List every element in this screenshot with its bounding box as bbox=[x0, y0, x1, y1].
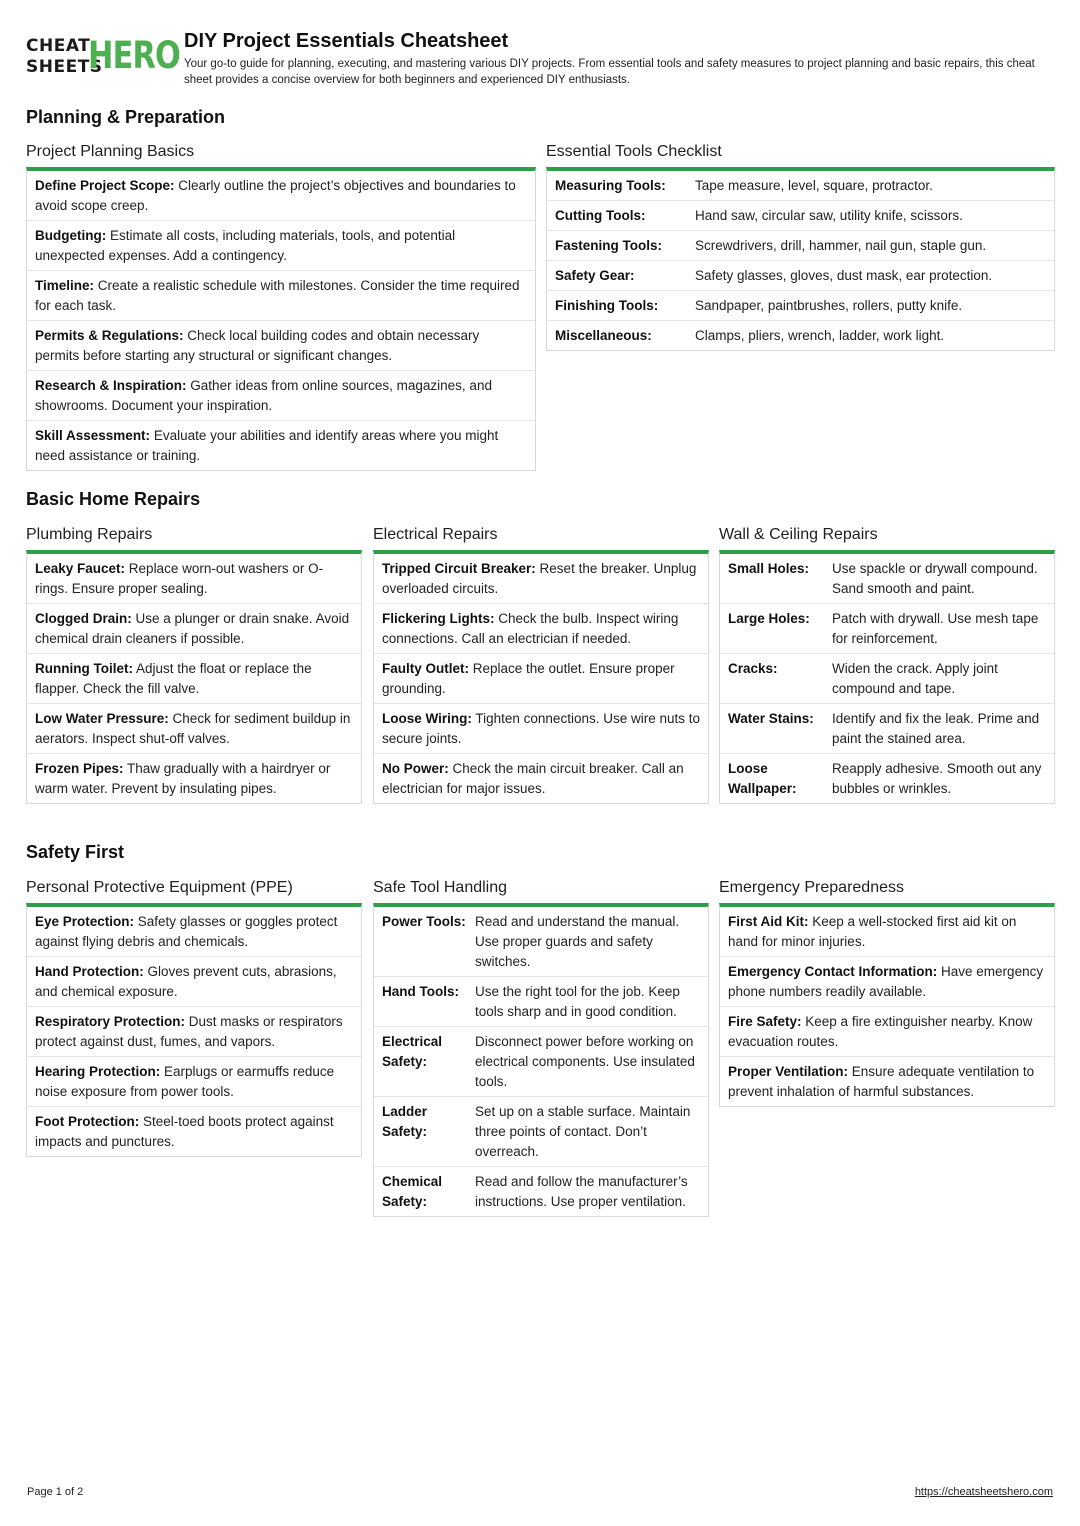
item-key: Tripped Circuit Breaker: bbox=[382, 561, 536, 576]
list-item bbox=[27, 271, 535, 321]
card-title: Plumbing Repairs bbox=[26, 526, 153, 543]
list-item bbox=[720, 1007, 1054, 1057]
card-electrical-repairs bbox=[373, 525, 709, 804]
item-value: Steel-toed boots protect against impacts and punctures. bbox=[35, 1114, 334, 1149]
item-value: Gather ideas from online sources, magazines, and showrooms. Document your inspiration. bbox=[35, 378, 492, 413]
item-key: Foot Protection: bbox=[35, 1114, 140, 1129]
item-value: Disconnect power before working on electrical components. Use insulated tools. bbox=[475, 1034, 695, 1089]
item-key: Finishing Tools: bbox=[555, 298, 659, 313]
list-item bbox=[27, 1107, 361, 1156]
item-key: Fire Safety: bbox=[728, 1014, 802, 1029]
item-value: Thaw gradually with a hairdryer or warm water. Prevent by insulating pipes. bbox=[35, 761, 331, 796]
item-value: Reapply adhesive. Smooth out any bubbles or wrinkles. bbox=[832, 761, 1042, 796]
list-item bbox=[27, 171, 535, 221]
item-value: Estimate all costs, including materials, tools, and potential unexpected expenses. Add a contingency. bbox=[35, 228, 456, 263]
list-item bbox=[27, 754, 361, 803]
list-item bbox=[27, 1057, 361, 1107]
section-title-planning: Planning & Preparation bbox=[26, 107, 226, 127]
card-title: Personal Protective Equipment (PPE) bbox=[26, 879, 293, 896]
list-item bbox=[374, 704, 708, 754]
item-value: Patch with drywall. Use mesh tape for reinforcement. bbox=[832, 611, 1039, 646]
card-title: Project Planning Basics bbox=[26, 143, 195, 160]
item-key: Cracks: bbox=[728, 661, 778, 676]
item-value: Use spackle or drywall compound. Sand smooth and paint. bbox=[832, 561, 1038, 596]
item-key: Hand Tools: bbox=[382, 984, 459, 999]
list-item bbox=[720, 704, 1054, 754]
item-key: Proper Ventilation: bbox=[728, 1064, 849, 1079]
footer-link[interactable]: https://cheatsheetshero.com bbox=[914, 1486, 1053, 1498]
list-item bbox=[547, 261, 1054, 291]
item-key: Hearing Protection: bbox=[35, 1064, 161, 1079]
card-ppe bbox=[26, 878, 362, 1157]
card-project-planning-basics bbox=[26, 142, 536, 471]
item-key: Large Holes: bbox=[728, 611, 810, 626]
item-value: Check the bulb. Inspect wiring connections. Call an electrician if needed. bbox=[382, 611, 679, 646]
item-key: Permits & Regulations: bbox=[35, 328, 184, 343]
list-item bbox=[720, 1057, 1054, 1106]
card-title: Electrical Repairs bbox=[373, 526, 498, 543]
item-value: Dust masks or respirators protect against dust, fumes, and vapors. bbox=[35, 1014, 343, 1049]
item-value: Clearly outline the project’s objectives and boundaries to avoid scope creep. bbox=[35, 178, 516, 213]
section-title-repairs: Basic Home Repairs bbox=[26, 489, 201, 509]
item-key: Low Water Pressure: bbox=[35, 711, 169, 726]
list-item bbox=[27, 907, 361, 957]
page-header bbox=[26, 30, 1056, 90]
list-item bbox=[720, 654, 1054, 704]
item-key: Chemical Safety: bbox=[382, 1174, 443, 1209]
list-item bbox=[27, 654, 361, 704]
list-item bbox=[27, 221, 535, 271]
item-value: Screwdrivers, drill, hammer, nail gun, staple gun. bbox=[695, 238, 987, 253]
section-title-safety: Safety First bbox=[26, 842, 125, 862]
item-value: Use the right tool for the job. Keep tools sharp and in good condition. bbox=[475, 984, 680, 1019]
list-item bbox=[547, 321, 1054, 350]
page-subtitle: Your go-to guide for planning, executing, and mastering various DIY projects. From essential tools and safety measures to project planning and basic repairs, this cheat sheet provides a concise overview for both beginners and experienced DIY enthusiasts. bbox=[184, 58, 1035, 86]
item-value: Hand saw, circular saw, utility knife, scissors. bbox=[695, 208, 963, 223]
item-key: Safety Gear: bbox=[555, 268, 635, 283]
item-key: Leaky Faucet: bbox=[35, 561, 126, 576]
item-value: Safety glasses, gloves, dust mask, ear protection. bbox=[695, 268, 993, 283]
list-item bbox=[720, 604, 1054, 654]
card-safe-tool-handling bbox=[373, 878, 709, 1217]
item-value: Have emergency phone numbers readily available. bbox=[728, 964, 1044, 999]
item-value: Use a plunger or drain snake. Avoid chemical drain cleaners if possible. bbox=[35, 611, 350, 646]
list-item bbox=[374, 1167, 708, 1216]
card-title: Essential Tools Checklist bbox=[546, 143, 722, 160]
list-item bbox=[27, 421, 535, 470]
item-value: Keep a fire extinguisher nearby. Know evacuation routes. bbox=[728, 1014, 1033, 1049]
card-wall-ceiling-repairs bbox=[719, 525, 1055, 804]
list-item bbox=[374, 654, 708, 704]
card-title: Safe Tool Handling bbox=[373, 879, 508, 896]
item-key: Define Project Scope: bbox=[35, 178, 175, 193]
item-key: Emergency Contact Information: bbox=[728, 964, 938, 979]
logo-sheets: SHEETS bbox=[26, 57, 103, 77]
list-item bbox=[720, 907, 1054, 957]
item-key: Budgeting: bbox=[35, 228, 107, 243]
list-item bbox=[27, 371, 535, 421]
item-value: Widen the crack. Apply joint compound and tape. bbox=[832, 661, 998, 696]
item-key: Electrical Safety: bbox=[382, 1034, 443, 1069]
item-key: First Aid Kit: bbox=[728, 914, 809, 929]
card-title: Wall & Ceiling Repairs bbox=[719, 526, 878, 543]
item-value: Tape measure, level, square, protractor. bbox=[695, 178, 933, 193]
item-key: Flickering Lights: bbox=[382, 611, 495, 626]
item-key: Research & Inspiration: bbox=[35, 378, 187, 393]
item-value: Clamps, pliers, wrench, ladder, work light. bbox=[695, 328, 945, 343]
item-value: Adjust the float or replace the flapper. Check the fill valve. bbox=[35, 661, 312, 696]
item-value: Check for sediment buildup in aerators. Inspect shut-off valves. bbox=[35, 711, 351, 746]
list-item bbox=[547, 291, 1054, 321]
item-value: Check local building codes and obtain necessary permits before starting any structural or significant changes. bbox=[35, 328, 480, 363]
item-key: Water Stains: bbox=[728, 711, 814, 726]
item-key: Cutting Tools: bbox=[555, 208, 646, 223]
item-value: Ensure adequate ventilation to prevent inhalation of harmful substances. bbox=[728, 1064, 1035, 1099]
list-item bbox=[547, 201, 1054, 231]
item-value: Earplugs or earmuffs reduce noise exposure from power tools. bbox=[35, 1064, 335, 1099]
list-item bbox=[720, 554, 1054, 604]
list-item bbox=[374, 907, 708, 977]
list-item bbox=[27, 321, 535, 371]
item-key: Respiratory Protection: bbox=[35, 1014, 186, 1029]
card-essential-tools-checklist bbox=[546, 142, 1055, 351]
card-plumbing-repairs bbox=[26, 525, 362, 804]
page-number: Page 1 of 2 bbox=[27, 1486, 84, 1498]
item-key: Fastening Tools: bbox=[555, 238, 662, 253]
list-item bbox=[374, 977, 708, 1027]
item-value: Reset the breaker. Unplug overloaded circuits. bbox=[382, 561, 697, 596]
item-value: Safety glasses or goggles protect against flying debris and chemicals. bbox=[35, 914, 338, 949]
item-value: Sandpaper, paintbrushes, rollers, putty knife. bbox=[695, 298, 963, 313]
logo-hero: HERO bbox=[88, 34, 180, 77]
page-title: DIY Project Essentials Cheatsheet bbox=[184, 30, 509, 52]
item-key: Small Holes: bbox=[728, 561, 810, 576]
list-item bbox=[27, 704, 361, 754]
item-value: Create a realistic schedule with milestones. Consider the time required for each task. bbox=[35, 278, 520, 313]
item-value: Read and follow the manufacturer’s instructions. Use proper ventilation. bbox=[475, 1174, 688, 1209]
item-key: Ladder Safety: bbox=[382, 1104, 428, 1139]
item-key: Power Tools: bbox=[382, 914, 466, 929]
card-title: Emergency Preparedness bbox=[719, 879, 904, 896]
item-key: Skill Assessment: bbox=[35, 428, 151, 443]
item-key: Loose Wallpaper: bbox=[728, 761, 797, 796]
list-item bbox=[27, 957, 361, 1007]
item-value: Gloves prevent cuts, abrasions, and chemical exposure. bbox=[35, 964, 337, 999]
card-emergency-preparedness bbox=[719, 878, 1055, 1107]
cheatsheetshero-logo[interactable] bbox=[26, 34, 180, 80]
item-value: Replace the outlet. Ensure proper grounding. bbox=[382, 661, 675, 696]
item-key: Running Toilet: bbox=[35, 661, 133, 676]
item-key: Loose Wiring: bbox=[382, 711, 472, 726]
list-item bbox=[374, 604, 708, 654]
list-item bbox=[374, 1027, 708, 1097]
list-item bbox=[27, 1007, 361, 1057]
list-item bbox=[374, 554, 708, 604]
item-key: Hand Protection: bbox=[35, 964, 144, 979]
list-item bbox=[27, 604, 361, 654]
item-key: No Power: bbox=[382, 761, 449, 776]
item-value: Replace worn-out washers or O-rings. Ensure proper sealing. bbox=[35, 561, 324, 596]
item-key: Frozen Pipes: bbox=[35, 761, 124, 776]
item-key: Clogged Drain: bbox=[35, 611, 132, 626]
item-key: Timeline: bbox=[35, 278, 95, 293]
list-item bbox=[720, 957, 1054, 1007]
list-item bbox=[547, 231, 1054, 261]
item-value: Tighten connections. Use wire nuts to secure joints. bbox=[382, 711, 700, 746]
item-value: Keep a well-stocked first aid kit on hand for minor injuries. bbox=[728, 914, 1017, 949]
item-value: Check the main circuit breaker. Call an electrician for major issues. bbox=[382, 761, 684, 796]
item-value: Read and understand the manual. Use proper guards and safety switches. bbox=[475, 914, 680, 969]
list-item bbox=[720, 754, 1054, 803]
list-item bbox=[27, 554, 361, 604]
list-item bbox=[374, 1097, 708, 1167]
item-key: Eye Protection: bbox=[35, 914, 135, 929]
logo-cheat: CHEAT bbox=[26, 36, 91, 56]
list-item bbox=[547, 171, 1054, 201]
item-value: Identify and fix the leak. Prime and paint the stained area. bbox=[832, 711, 1040, 746]
item-key: Measuring Tools: bbox=[555, 178, 666, 193]
list-item bbox=[374, 754, 708, 803]
item-value: Evaluate your abilities and identify areas where you might need assistance or training. bbox=[35, 428, 499, 463]
item-key: Faulty Outlet: bbox=[382, 661, 469, 676]
item-value: Set up on a stable surface. Maintain three points of contact. Don’t overreach. bbox=[475, 1104, 691, 1159]
item-key: Miscellaneous: bbox=[555, 328, 652, 343]
